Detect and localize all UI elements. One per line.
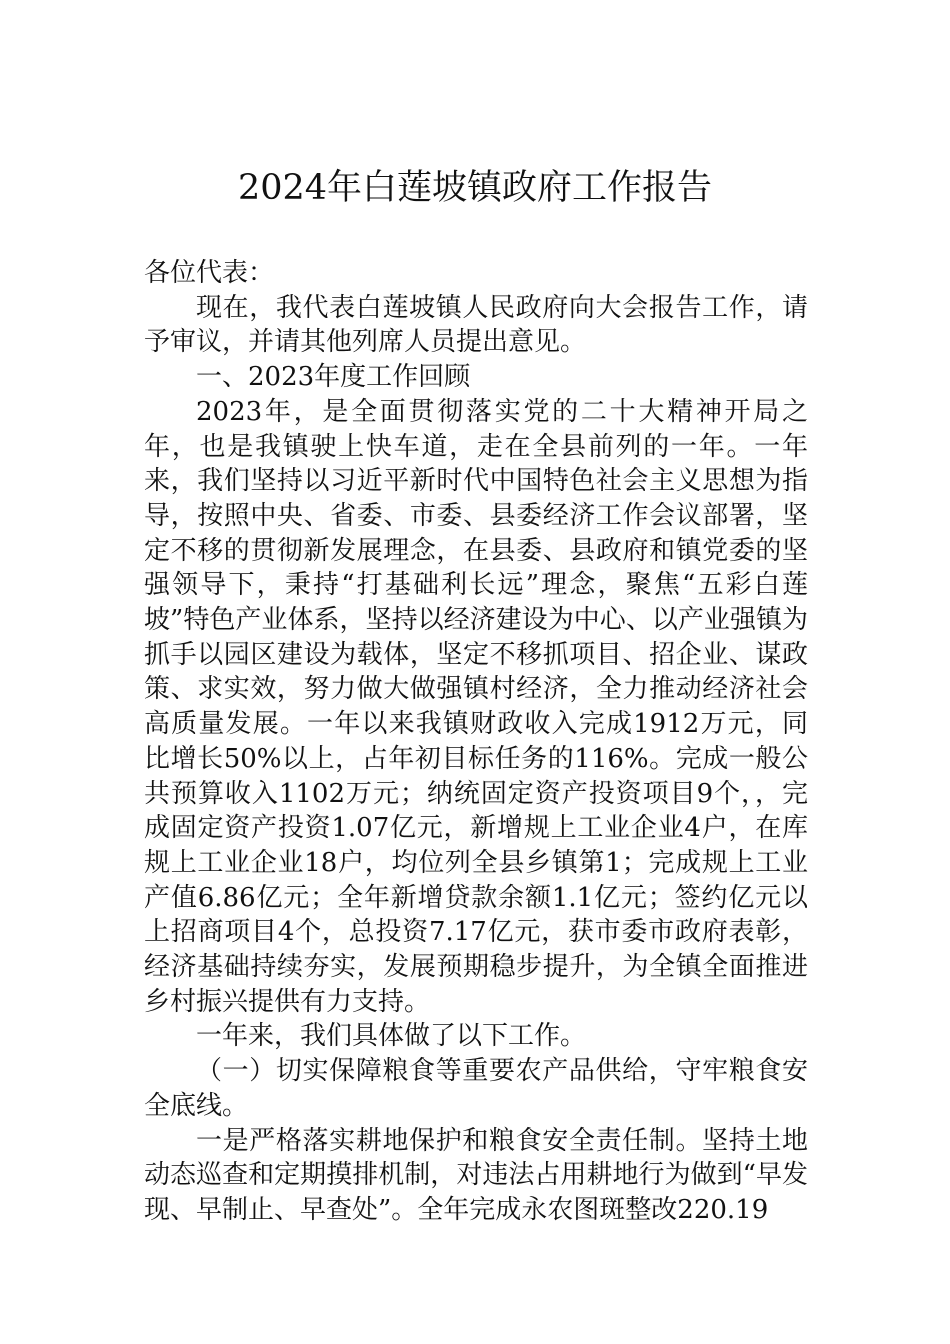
section-heading-review: 一、2023年度工作回顾 — [196, 362, 471, 393]
document-body — [144, 256, 808, 1228]
document-title: 2024年白莲坡镇政府工作报告 — [237, 168, 713, 208]
subsection-heading-food-security: （一）切实保障粮食等重要农产品供给，守牢粮食安全底线。 — [144, 1056, 808, 1121]
paragraph-farmland-protection: 一是严格落实耕地保护和粮食安全责任制。坚持土地动态巡查和定期摸排机制，对违法占用耕地行为做到“早发现、早制止、早查处”。全年完成永农图斑整改220.19 — [144, 1125, 808, 1225]
paragraph-summary-2023: 2023年，是全面贯彻落实党的二十大精神开局之年，也是我镇驶上快车道，走在全县前列的一年。一年来，我们坚持以习近平新时代中国特色社会主义思想为指导，按照中央、省委、市委、县委经济工作会议部署，坚定不移的贯彻新发展理念，在县委、县政府和镇党委的坚强领导下，秉持“打基础利长远”理念，聚焦“五彩白莲坡”特色产业体系，坚持以经济建设为中心、以产业强镇为抓手以园区建设为载体，坚定不移抓项目、招企业、谋政策、求实效，努力做大做强镇村经济，全力推动经济社会高质量发展。一年以来我镇财政收入完成1912万元，同比增长50%以上，占年初目标任务的116%。完成一般公共预算收入1102万元；纳统固定资产投资项目9个，，完成固定资产投资1.07亿元，新增规上工业企业4户，在库规上工业企业18户，均位列全县乡镇第1；完成规上工业产值6.86亿元；全年新增贷款余额1.1亿元；签约亿元以上招商项目4个，总投资7.17亿元，获市委市政府表彰，经济基础持续夯实，发展预期稳步提升，为全镇全面推进乡村振兴提供有力支持。 — [144, 396, 808, 1017]
paragraph-work-intro: 一年来，我们具体做了以下工作。 — [196, 1021, 587, 1052]
salutation: 各位代表： — [144, 258, 275, 288]
paragraph-opening: 现在，我代表白莲坡镇人民政府向大会报告工作，请予审议，并请其他列席人员提出意见。 — [144, 292, 808, 358]
